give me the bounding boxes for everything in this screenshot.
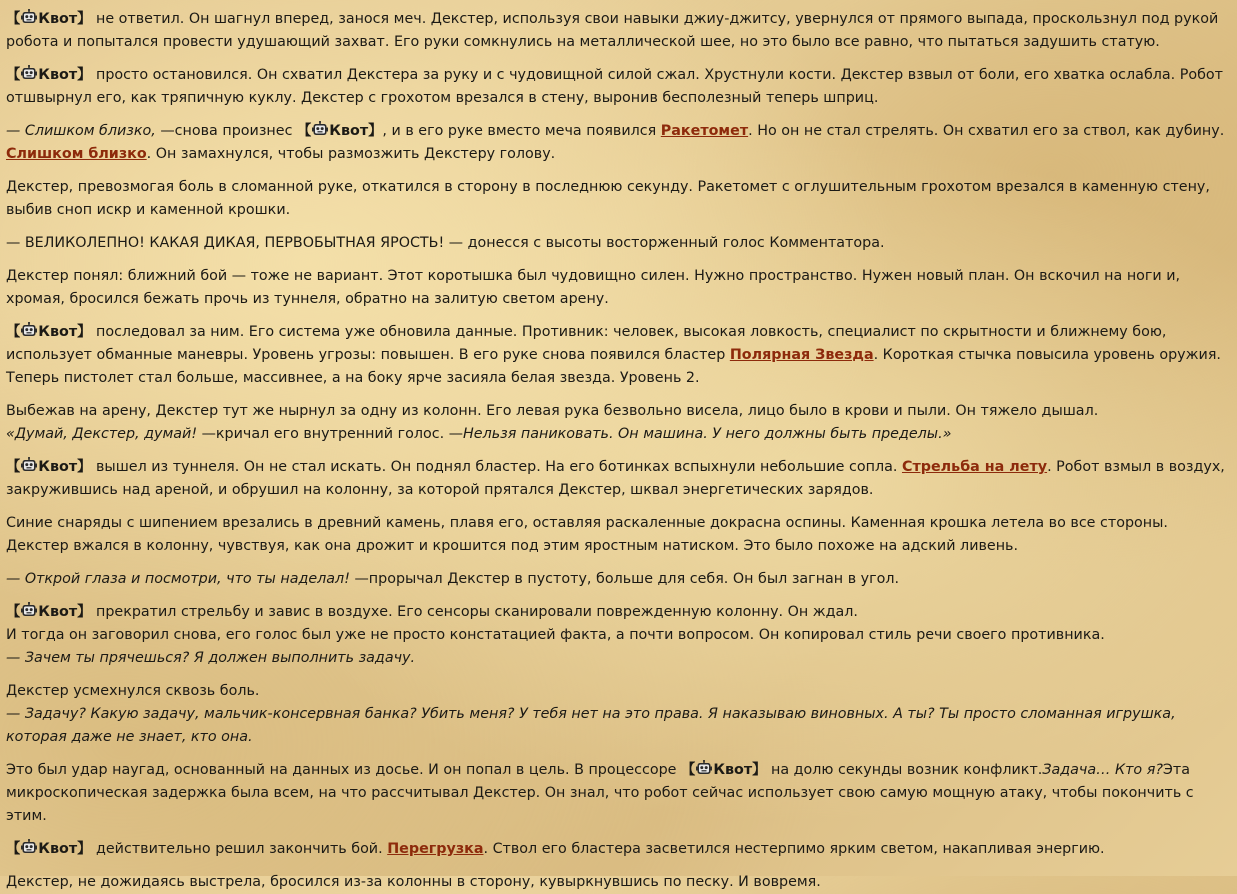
name-label: Квот】 [713,762,767,778]
paragraph [6,176,1231,222]
paragraph [6,680,1231,749]
narration-text: Декстер, превозмогая боль в сломанной руке, откатился в сторону в последнюю секунду. Ракетомет с оглушительным грохотом врезался в каменную стену, выбив сноп искр и каменной крошки. [6,179,1210,218]
dialogue-text: Задача… Кто я? [1042,762,1163,778]
narration-text: на долю секунды возник конфликт. [766,762,1043,778]
dialogue-text: — Задачу? Какую задачу, мальчик-консервная банка? Убить меня? У тебя нет на это права. Я наказываю виновных. А ты? Ты просто сломанная игрушка, которая даже не знает, кто она. [6,706,1176,745]
robot-icon [21,322,37,338]
narration-text: действительно решил закончить бой. [91,841,388,857]
dialogue-text: «Думай, Декстер, думай! [6,426,198,442]
robot-icon [696,760,712,776]
narration-text: . Робот взмыл в воздух, закружившись над ареной, и обрушил на колонну, за которой прятался Декстер, шквал энергетических зарядов. [6,459,1225,498]
skill-link[interactable]: Полярная Звезда [729,347,874,363]
name-bracket-open: 【 [681,762,696,778]
narration-text: не ответил. Он шагнул вперед, занося меч. Декстер, используя свои навыки джиу-джитсу, увернулся от прямого выпада, проскользнул под рукой робота и попытался провести удушающий захват. Его руки сомкнулись на металлической шее, но это было все равно, что пытаться задушить статую. [6,11,1219,50]
paragraph [6,8,1231,54]
narration-text: —снова произнес [155,123,297,139]
narration-text: прекратил стрельбу и завис в воздухе. Его сенсоры сканировали поврежденную колонну. Он ждал. [91,604,858,620]
narration-text: Декстер, не дожидаясь выстрела, бросился из-за колонны в сторону, кувыркнувшись по песку. И вовремя. [6,874,821,890]
paragraph [6,265,1231,311]
skill-link[interactable]: Слишком близко [6,146,147,162]
name-label: Квот】 [38,67,92,83]
dialogue-text: — Открой глаза и посмотри, что ты наделал! [6,571,350,587]
narration-text: Декстер понял: ближний бой — тоже не вариант. Этот коротышка был чудовищно силен. Нужно пространство. Нужен новый план. Он вскочил на ноги и, хромая, бросился бежать прочь из туннеля, обратно на залитую светом арену. [6,268,1181,307]
name-label: Квот】 [329,123,383,139]
paragraph [6,400,1231,446]
dialogue-text: Нельзя паниковать. Он машина. У него должны быть пределы.» [463,426,952,442]
name-bracket-open: 【 [296,123,312,139]
robot-icon [21,65,37,81]
narration-text: — ВЕЛИКОЛЕПНО! КАКАЯ ДИКАЯ, ПЕРВОБЫТНАЯ ЯРОСТЬ! — донесся с высоты восторженный голос Комментатора. [6,235,885,251]
name-bracket-open: 【 [6,604,21,620]
paragraph [6,232,1231,255]
narration-text: Синие снаряды с шипением врезались в древний камень, плавя его, оставляя раскаленные докрасна оспины. Каменная крошка летела во все стороны. Декстер вжался в колонну, чувствуя, как она дрожит и крошится под этим яростным натиском. Это было похоже на адский ливень. [6,515,1168,554]
narration-text: —прорычал Декстер в пустоту, больше для себя. Он был загнан в угол. [349,571,900,587]
robot-icon [21,9,37,25]
paragraph [6,759,1231,828]
narration-text: . Короткая стычка повысила уровень оружия. Теперь пистолет стал больше, массивнее, а на боку ярче засияла белая звезда. Уровень 2. [6,347,1221,386]
narration-text: последовал за ним. Его система уже обновила данные. Противник: человек, высокая ловкость, специалист по скрытности и ближнему бою, использует обманные маневры. Уровень угрозы: повышен. В его руке снова появился бластер [6,324,1167,363]
dialogue-text: — Зачем ты прячешься? Я должен выполнить задачу. [6,650,416,666]
paragraph [6,120,1231,166]
name-bracket-open: 【 [6,459,21,475]
narration-text: , и в его руке вместо меча появился [382,123,661,139]
narration-text: И тогда он заговорил снова, его голос был уже не просто констатацией факта, а почти вопросом. Он копировал стиль речи своего противника. [6,627,1105,643]
name-label: Квот】 [38,604,92,620]
robot-icon [21,602,37,618]
narration-text: Это был удар наугад, основанный на данных из досье. И он попал в цель. В процессоре [6,762,682,778]
name-bracket-open: 【 [6,841,21,857]
name-label: Квот】 [38,459,92,475]
robot-icon [312,121,328,137]
paragraph [6,512,1231,558]
robot-icon [21,457,37,473]
character-name-tag [6,67,91,83]
skill-link[interactable]: Ракетомет [660,123,749,139]
character-name-tag [6,324,91,340]
paragraph [6,456,1231,502]
narration-text: Декстер усмехнулся сквозь боль. [6,683,260,699]
skill-link[interactable]: Перегрузка [387,841,484,857]
name-bracket-open: 【 [6,67,21,83]
name-label: Квот】 [38,324,92,340]
narration-text: —кричал его внутренний голос. — [197,426,464,442]
robot-icon [21,839,37,855]
character-name-tag [681,762,766,778]
paragraph [6,838,1231,861]
narration-text: Эта микроскопическая задержка была всем, на что рассчитывал Декстер. Он знал, что робот сейчас использует свою самую мощную атаку, чтобы покончить с этим. [6,762,1194,824]
narration-text: Выбежав на арену, Декстер тут же нырнул за одну из колонн. Его левая рука безвольно висела, лицо было в крови и пыли. Он тяжело дышал. [6,403,1099,419]
character-name-tag [6,11,91,27]
narration-text: вышел из туннеля. Он не стал искать. Он поднял бластер. На его ботинках вспыхнули небольшие сопла. [91,459,902,475]
name-label: Квот】 [38,841,92,857]
dialogue-text: — Слишком близко, [6,123,156,139]
narration-text: . Он замахнулся, чтобы размозжить Декстеру голову. [146,146,556,162]
character-name-tag [297,123,382,139]
skill-link[interactable]: Стрельба на лету [901,459,1048,475]
character-name-tag [6,604,91,620]
narration-text: . Ствол его бластера засветился нестерпимо ярким светом, накапливая энергию. [483,841,1105,857]
paragraph [6,64,1231,110]
name-bracket-open: 【 [6,324,21,340]
character-name-tag [6,841,91,857]
paragraph [6,321,1231,390]
name-label: Квот】 [38,11,92,27]
narration-text: просто остановился. Он схватил Декстера за руку и с чудовищной силой сжал. Хрустнули кости. Декстер взвыл от боли, его хватка ослабла. Робот отшвырнул его, как тряпичную куклу. Декстер с грохотом врезался в стену, выронив бесполезный теперь шприц. [6,67,1224,106]
paragraph [6,871,1231,894]
character-name-tag [6,459,91,475]
narration-text: . Но он не стал стрелять. Он схватил его за ствол, как дубину. [748,123,1225,139]
paragraph [6,568,1231,591]
name-bracket-open: 【 [6,11,21,27]
paragraph [6,601,1231,670]
